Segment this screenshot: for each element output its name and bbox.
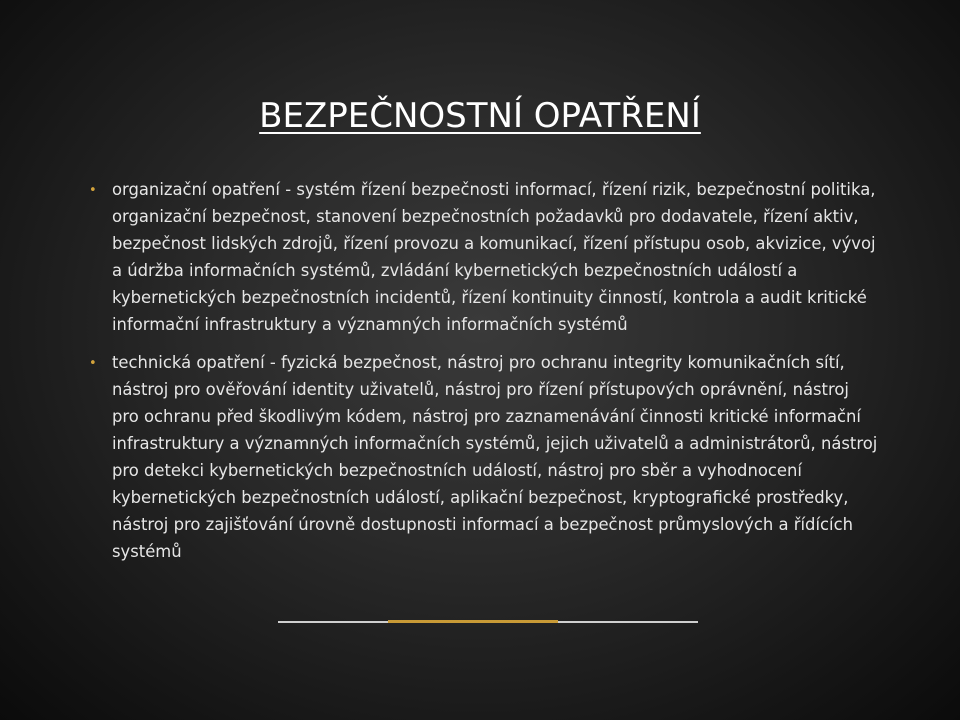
slide-title: BEZPEČNOSTNÍ OPATŘENÍ xyxy=(259,96,701,136)
bullet-item-organizational xyxy=(90,176,880,338)
bullet-icon: • xyxy=(89,356,97,371)
bullet-text: technická opatření - fyzická bezpečnost, nástroj pro ochranu integrity komunikačních sítí, nástroj pro ověřování identity uživatelů, nástroj pro řízení přístupových oprávnění, nástroj pro ochranu před škodlivým kódem, nástroj pro zaznamenávání činnosti kritické informační infrastruktury a významných informačních systémů, jejich uživatelů a administrátorů, nástroj pro detekci kybernetických bezpečnostních událostí, nástroj pro sběr a vyhodnocení kybernetických bezpečnostních událostí, aplikační bezpečnost, kryptografické prostředky, nástroj pro zajišťování úrovně dostupnosti informací a bezpečnost průmyslových a řídících systémů xyxy=(112,353,878,561)
bullet-list xyxy=(90,176,880,565)
bullet-text: organizační opatření - systém řízení bezpečnosti informací, řízení rizik, bezpečnostní politika, organizační bezpečnost, stanovení bezpečnostních požadavků pro dodavatele, řízení aktiv, bezpečnost lidských zdrojů, řízení provozu a komunikací, řízení přístupu osob, akvizice, vývoj a údržba informačních systémů, zvládání kybernetických bezpečnostních událostí a kybernetických bezpečnostních incidentů, řízení kontinuity činností, kontrola a audit kritické informační infrastruktury a významných informačních systémů xyxy=(112,180,876,334)
bullet-icon: • xyxy=(89,183,97,198)
bullet-item-technical xyxy=(90,349,880,565)
decorative-underline xyxy=(278,620,698,624)
underline-segment xyxy=(558,621,698,623)
underline-segment-accent xyxy=(388,620,558,623)
underline-segment xyxy=(278,621,388,623)
